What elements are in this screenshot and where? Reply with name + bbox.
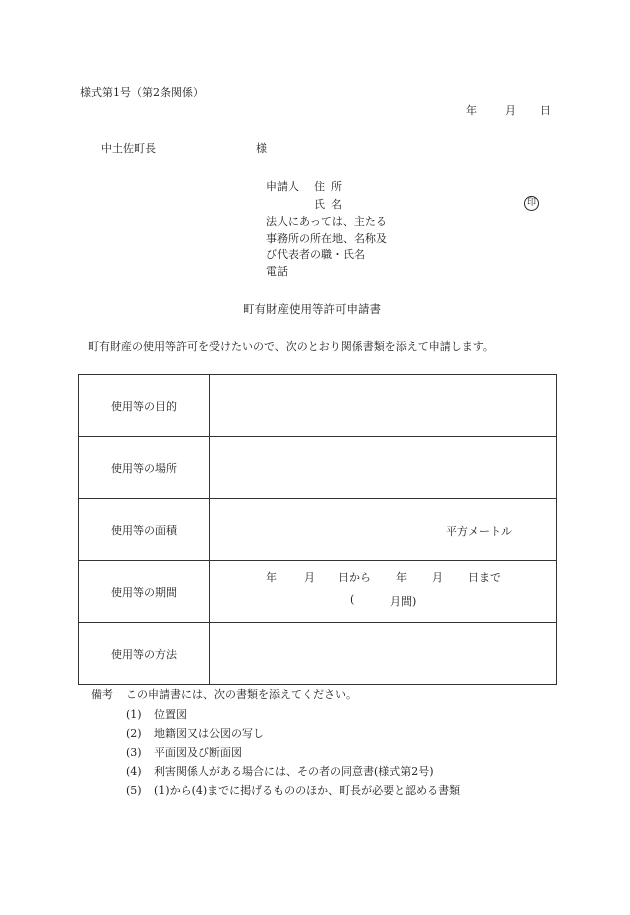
period-field[interactable] bbox=[210, 561, 557, 623]
period-duration-suffix: 月間) bbox=[390, 595, 417, 608]
form-number: 様式第1号（第2条関係） bbox=[80, 86, 204, 99]
name-label: 氏名 bbox=[314, 198, 348, 211]
period-to-year: 年 bbox=[396, 571, 407, 584]
table-row bbox=[79, 623, 557, 685]
document-title: 町有財産使用等許可申請書 bbox=[243, 302, 381, 316]
corporate-note bbox=[266, 214, 387, 264]
remark-number: (2) bbox=[126, 727, 142, 740]
area-unit: 平方メートル bbox=[446, 525, 512, 538]
seal-mark: 印 bbox=[524, 196, 539, 211]
remark-text: (1)から(4)までに掲げるもののほか、町長が必要と認める書類 bbox=[154, 784, 461, 797]
period-to-suffix: 日まで bbox=[468, 571, 501, 584]
phone-label: 電話 bbox=[266, 265, 288, 278]
remark-text: 地籍図又は公図の写し bbox=[154, 727, 264, 740]
location-field[interactable] bbox=[210, 437, 557, 499]
corporate-note-line: 法人にあっては、主たる bbox=[266, 215, 387, 228]
details-table bbox=[78, 374, 557, 685]
remark-number: (1) bbox=[126, 708, 142, 721]
table-row bbox=[79, 561, 557, 623]
remark-text: 利害関係人がある場合には、その者の同意書(様式第2号) bbox=[154, 765, 434, 778]
remarks-intro: この申請書には、次の書類を添えてください。 bbox=[126, 688, 357, 701]
address-label: 住所 bbox=[314, 180, 348, 193]
corporate-note-line: び代表者の職・氏名 bbox=[266, 248, 365, 261]
table-row bbox=[79, 375, 557, 437]
remark-number: (5) bbox=[126, 784, 142, 797]
corporate-note-line: 事務所の所在地、名称及 bbox=[266, 231, 387, 245]
purpose-label: 使用等の目的 bbox=[79, 375, 210, 437]
method-label: 使用等の方法 bbox=[79, 623, 210, 685]
location-label: 使用等の場所 bbox=[79, 437, 210, 499]
applicant-label: 申請人 bbox=[266, 180, 299, 193]
addressee: 中土佐町長 bbox=[101, 142, 156, 155]
remark-number: (4) bbox=[126, 765, 142, 778]
remark-text: 平面図及び断面図 bbox=[154, 746, 242, 759]
table-row bbox=[79, 437, 557, 499]
purpose-field[interactable] bbox=[210, 375, 557, 437]
period-from-year: 年 bbox=[266, 571, 277, 584]
date-year-label: 年 bbox=[466, 104, 477, 117]
date-day-label: 日 bbox=[540, 104, 551, 117]
date-month-label: 月 bbox=[505, 104, 516, 117]
table-row bbox=[79, 499, 557, 561]
period-from-suffix: 日から bbox=[338, 571, 371, 584]
period-from-month: 月 bbox=[304, 571, 315, 584]
area-label: 使用等の面積 bbox=[79, 499, 210, 561]
period-open-paren: ( bbox=[350, 593, 355, 606]
remarks-label: 備考 bbox=[91, 688, 113, 701]
method-field[interactable] bbox=[210, 623, 557, 685]
honorific: 様 bbox=[256, 142, 267, 155]
period-to-month: 月 bbox=[432, 571, 443, 584]
remark-number: (3) bbox=[126, 746, 142, 759]
remark-text: 位置図 bbox=[154, 708, 187, 721]
period-label: 使用等の期間 bbox=[79, 561, 210, 623]
intro-text: 町有財産の使用等許可を受けたいので、次のとおり関係書類を添えて申請します。 bbox=[88, 340, 494, 353]
area-field[interactable] bbox=[210, 499, 557, 561]
